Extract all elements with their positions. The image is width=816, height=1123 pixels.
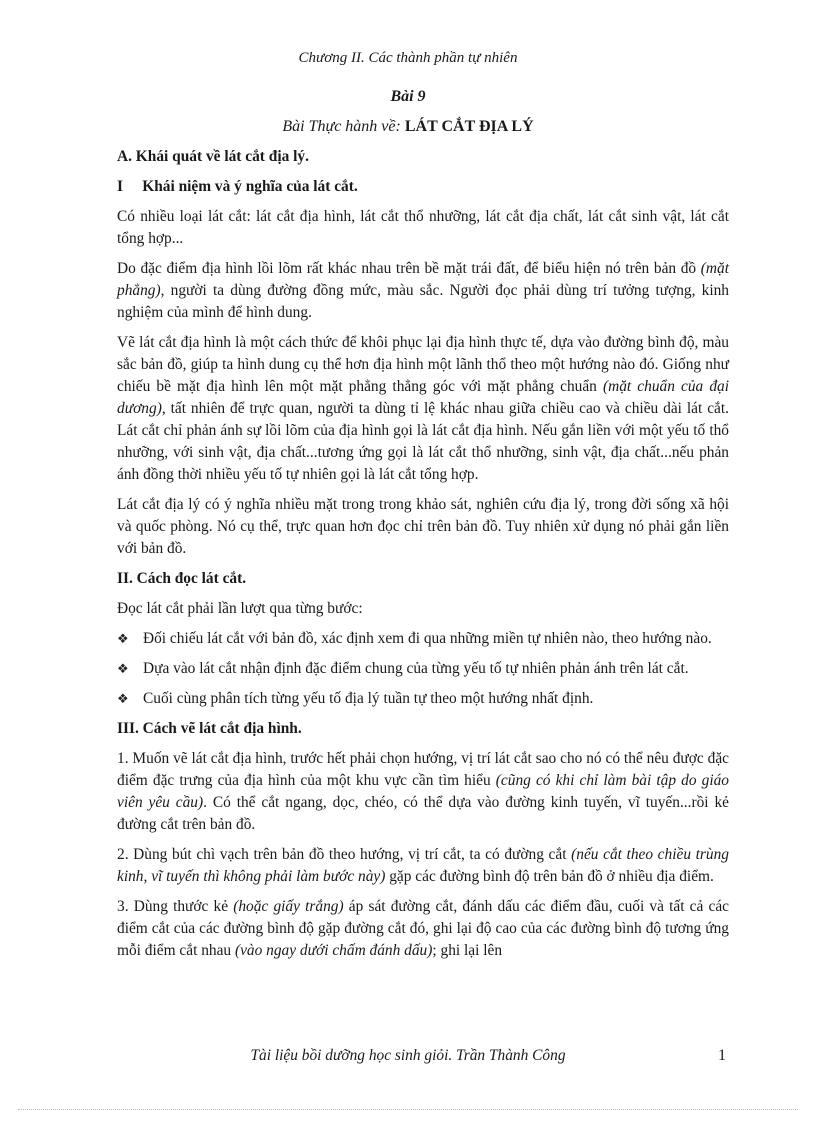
numbered-step-2: [117, 844, 729, 888]
bullet-diamond-icon: ❖: [117, 631, 129, 646]
step-1-text: 1. Muốn vẽ lát cắt địa hình, trước hết phải chọn hướng, vị trí lát cắt sao cho nó có thể nêu được đặc điểm đặc trưng của địa hình của một khu vực cần tìm hiểu: [117, 750, 729, 789]
paragraph-3: [117, 332, 729, 486]
list-item: [117, 688, 729, 710]
step-3-text: 3. Dùng thước kẻ: [117, 898, 234, 915]
list-item: [117, 628, 729, 650]
step-3-italic: (hoặc giấy trắng): [233, 898, 344, 915]
step-1-text-end: . Có thể cắt ngang, dọc, chéo, có thể dựa vào đường kinh tuyến, vĩ tuyến...rồi kẻ đường cắt trên bản đồ.: [117, 794, 729, 833]
section-heading-a: A. Khái quát về lát cắt địa lý.: [117, 148, 309, 165]
numbered-step-3: [117, 896, 729, 962]
section-heading-2: II. Cách đọc lát cắt.: [117, 570, 247, 587]
page-number: 1: [718, 1047, 726, 1064]
step-3-text-end: ; ghi lại lên: [432, 942, 503, 959]
running-footer: [0, 1047, 816, 1071]
numbered-step-1: [117, 748, 729, 836]
paragraph-2-text: Do đặc điểm địa hình lồi lõm rất khác nhau trên bề mặt trái đất, để biểu hiện nó trên bản đồ: [117, 260, 701, 277]
step-3-text-mid: áp sát đường cắt, đánh dấu các điểm đầu, cuối và tất cả các điểm cắt của các đường bình độ gặp đường cắt đó, ghi lại độ cao của các đường bình độ tương ứng mỗi điểm cắt nhau: [117, 898, 729, 959]
paragraph-1: Có nhiều loại lát cắt: lát cắt địa hình, lát cắt thổ nhưỡng, lát cắt địa chất, lát cắt sinh vật, lát cắt tổng hợp...: [117, 208, 729, 247]
list-item-text: Đối chiếu lát cắt với bản đồ, xác định xem đi qua những miền tự nhiên nào, theo hướng nào.: [143, 630, 712, 647]
step-3-italic-2: (vào ngay dưới chấm đánh dấu): [234, 942, 433, 959]
lesson-title: [0, 118, 816, 136]
paragraph-2: [117, 258, 729, 324]
step-2-text-end: gặp các đường bình độ trên bản đồ ở nhiều địa điểm.: [385, 868, 714, 885]
lesson-title-prefix: Bài Thực hành về:: [282, 118, 405, 135]
bullet-diamond-icon: ❖: [117, 691, 129, 706]
section-heading-3: III. Cách vẽ lát cắt địa hình.: [117, 720, 302, 737]
step-1-italic: (cũng có khi chỉ làm bài tập do giáo viên yêu cầu): [117, 772, 729, 811]
lesson-number: Bài 9: [390, 88, 426, 105]
bullet-diamond-icon: ❖: [117, 661, 129, 676]
list-item-text: Dựa vào lát cắt nhận định đặc điểm chung của từng yếu tố tự nhiên phản ánh trên lát cắt.: [143, 660, 689, 677]
paragraph-3-text-end: , tất nhiên để trực quan, người ta dùng tỉ lệ khác nhau giữa chiều cao và chiều dài lát cắt. Lát cắt chỉ phản ánh sự lồi lõm của địa hình gọi là lát cắt địa hình. Nếu gắn liền với một yếu tố thổ nhưỡng, với sinh vật, địa chất...tương ứng gọi là lát cắt thổ nhưỡng, sinh vật, địa chất...nếu phản ánh đồng thời nhiều yếu tố tự nhiên gọi là lát cắt tổng hợp.: [117, 400, 729, 483]
paragraph-3-italic: (mặt chuẩn của đại dương): [117, 378, 729, 417]
paragraph-4: Lát cắt địa lý có ý nghĩa nhiều mặt trong trong khảo sát, nghiên cứu địa lý, trong đời sống xã hội và quốc phòng. Nó cụ thể, trực quan hơn đọc chỉ trên bản đồ. Tuy nhiên xử dụng nó phải gắn liền với bản đồ.: [117, 496, 729, 557]
running-header: Chương II. Các thành phần tự nhiên: [298, 50, 518, 66]
list-item-text: Cuối cùng phân tích từng yếu tố địa lý tuần tự theo một hướng nhất định.: [143, 690, 594, 707]
step-2-italic: (nếu cắt theo chiều trùng kinh, vĩ tuyến thì không phải làm bước này): [117, 846, 730, 885]
paragraph-5: Đọc lát cắt phải lần lượt qua từng bước:: [117, 600, 363, 617]
lesson-title-main: LÁT CẮT ĐỊA LÝ: [404, 118, 534, 135]
paragraph-2-italic: (mặt phẳng): [117, 260, 729, 299]
section-heading-1: I Khái niệm và ý nghĩa của lát cắt.: [117, 178, 358, 195]
paragraph-3-text: Vẽ lát cắt địa hình là một cách thức để khôi phục lại địa hình thực tế, dựa vào đường bình độ, màu sắc bản đồ, giúp ta hình dung cụ thể hơn địa hình một lãnh thổ theo một hướng nào đó. Giống như chiếu bề mặt địa hình lên một mặt phẳng thẳng góc với mặt phẳng chuẩn: [117, 334, 729, 395]
step-2-text: 2. Dùng bút chì vạch trên bản đồ theo hướng, vị trí cắt, ta có đường cắt: [117, 846, 572, 863]
body-content: [117, 146, 729, 970]
page-edge-divider: [18, 1109, 798, 1110]
list-item: [117, 658, 729, 680]
paragraph-2-text-end: , người ta dùng đường đồng mức, màu sắc. Người đọc phải dùng trí tưởng tượng, kinh nghiệm của mình để hình dung.: [117, 282, 729, 321]
footer-text: Tài liệu bồi dưỡng học sinh giỏi. Trần Thành Công: [250, 1047, 566, 1064]
